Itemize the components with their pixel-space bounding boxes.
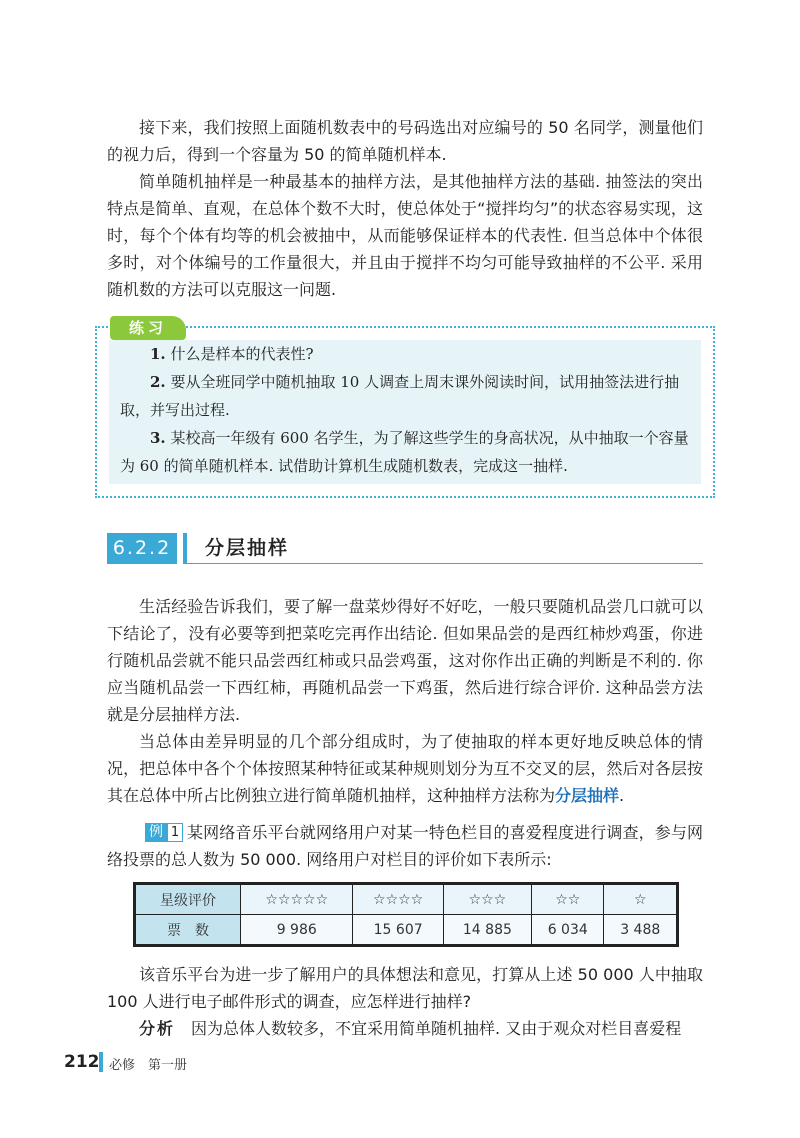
practice-item-number: 3. [150,429,166,447]
table-cell: ☆☆ [532,885,604,915]
analysis-paragraph [107,1015,703,1042]
table-cell: 3 488 [604,915,677,945]
practice-item [120,424,690,480]
example-number: 1 [167,823,183,842]
rating-table [135,884,677,945]
section-title: 分层抽样 [205,537,290,559]
table-cell: 9 986 [241,915,353,945]
followup-text: 该音乐平台为进一步了解用户的具体想法和意见，打算从上述 50 000 人中抽取 100 人进行电子邮件形式的调查，应怎样进行抽样? [107,965,703,1011]
table-cell: 14 885 [443,915,531,945]
intro-paragraph-1: 接下来，我们按照上面随机数表中的号码选出对应编号的 50 名同学，测量他们的视力后，得到一个容量为 50 的简单随机样本. [107,118,703,164]
section-number: 6.2.2 [107,533,177,564]
section-divider [183,533,187,564]
table-cell: 15 607 [353,915,443,945]
analysis-text: 因为总体人数较多，不宜采用简单随机抽样. 又由于观众对栏目喜爱程 [191,1019,682,1038]
practice-item-text: 什么是样本的代表性? [165,345,314,363]
example-text-block [107,819,703,873]
practice-list [120,340,690,480]
body-paragraph-1: 生活经验告诉我们，要了解一盘菜炒得好不好吃，一般只要随机品尝几口就可以下结论了，没有必要等到把菜吃完再作出结论. 但如果品尝的是西红柿炒鸡蛋，你进行随机品尝就不能只品尝西红柿或只品尝鸡蛋，这对你作出正确的判断是不利的. 你应当随机品尝一下西红柿，再随机品尝一下鸡蛋，然后进行综合评价. 这种品尝方法就是分层抽样方法. [107,597,703,724]
table-cell: ☆☆☆ [443,885,531,915]
row-label-votes: 票 数 [136,915,241,945]
section-underline [187,563,703,564]
row-label-rating: 星级评价 [136,885,241,915]
table-row [136,885,677,915]
analysis-label: 分析 [139,1019,176,1038]
intro-paragraph-2: 简单随机抽样是一种最基本的抽样方法，是其他抽样方法的基础. 抽签法的突出特点是简单、直观，在总体个数不大时，使总体处于“搅拌均匀”的状态容易实现，这时，每个个体有均等的机会被抽中，从而能够保证样本的代表性. 但当总体中个体很多时，对个体编号的工作量很大，并且由于搅拌不均匀可能导致抽样的不公平. 采用随机数的方法可以克服这一问题. [107,172,703,299]
table-cell: ☆☆☆☆☆ [241,885,353,915]
body-paragraph-2 [107,728,703,809]
followup-text-block [107,961,703,1042]
table-cell: ☆ [604,885,677,915]
key-term: 分层抽样 [555,786,620,805]
intro-text [107,114,703,303]
table-cell: ☆☆☆☆ [353,885,443,915]
practice-item [120,368,690,424]
practice-item [120,340,690,368]
example-label: 例 [145,823,167,842]
book-title: 必修 第一册 [109,1058,188,1073]
practice-item-number: 2. [150,373,166,391]
body-paragraph-2-text: 当总体由差异明显的几个部分组成时，为了使抽取的样本更好地反映总体的情况，把总体中各个个体按照某种特征或某种规则划分为互不交叉的层，然后对各层按其在总体中所占比例独立进行简单随机抽样，这种抽样方法称为 [107,732,703,805]
table-cell: 6 034 [532,915,604,945]
example-text: 某网络音乐平台就网络用户对某一特色栏目的喜爱程度进行调查，参与网络投票的总人数为 50 000. 网络用户对栏目的评价如下表所示: [107,823,703,869]
page-number: 212 [64,1052,100,1072]
practice-item-number: 1. [150,345,166,363]
practice-item-text: 某校高一年级有 600 名学生，为了解这些学生的身高状况，从中抽取一个容量为 60 的简单随机样本. 试借助计算机生成随机数表，完成这一抽样. [120,429,689,475]
table-row [136,915,677,945]
body-text [107,593,703,809]
practice-item-text: 要从全班同学中随机抽取 10 人调查上周末课外阅读时间，试用抽签法进行抽取，并写出过程. [120,373,680,419]
footer-divider [99,1052,103,1072]
practice-tag: 练习 [110,316,186,340]
body-paragraph-2-end: . [619,786,625,805]
